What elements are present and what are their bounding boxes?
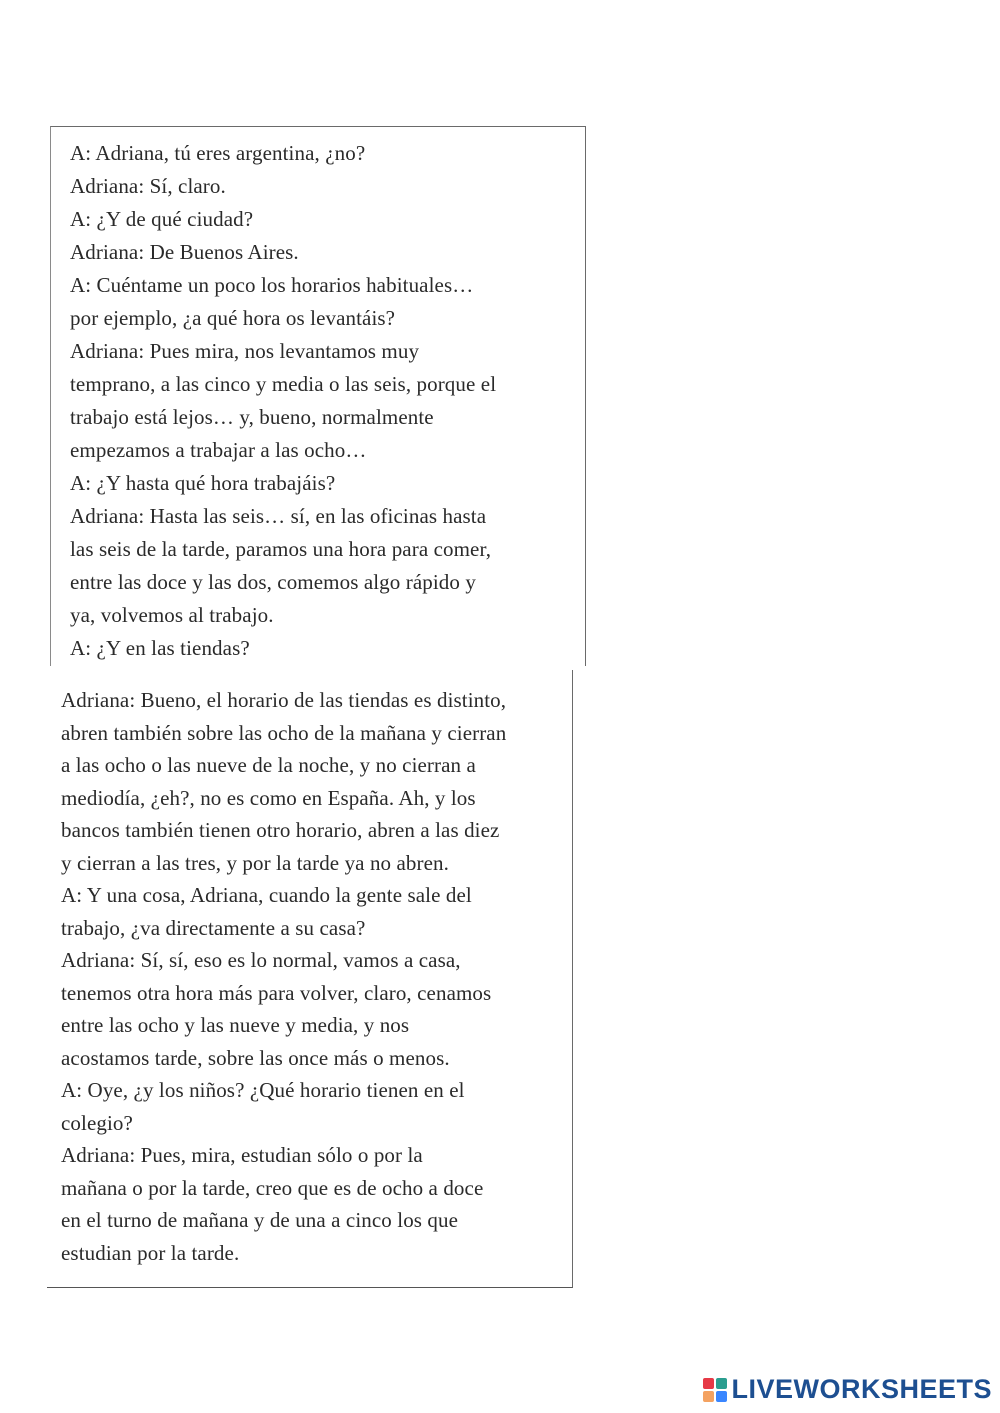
dialogue-line: y cierran a las tres, y por la tarde ya no abren. (61, 850, 449, 875)
dialogue-line: en el turno de mañana y de una a cinco los que (61, 1208, 459, 1232)
dialogue-line: A: Cuéntame un poco los horarios habituales… (70, 273, 474, 297)
dialogue-line: Adriana: Pues mira, nos levantamos muy (70, 339, 420, 363)
dialogue-line: Adriana: Sí, sí, eso es lo normal, vamos a casa, (61, 948, 461, 972)
dialogue-line: temprano, a las cinco y media o las seis, porque el (70, 372, 497, 396)
dialogue-line: Adriana: Bueno, el horario de las tiendas es distinto, (61, 688, 507, 712)
dialogue-line: trabajo, ¿va directamente a su casa? (61, 915, 366, 940)
dialogue-line: acostamos tarde, sobre las once más o menos. (61, 1045, 450, 1070)
dialogue-line: A: Oye, ¿y los niños? ¿Qué horario tienen en el (61, 1078, 465, 1102)
dialogue-line: las seis de la tarde, paramos una hora para comer, (70, 537, 492, 561)
dialogue-line: tenemos otra hora más para volver, claro, cenamos (61, 980, 492, 1005)
dialogue-line: entre las ocho y las nueve y media, y nos (61, 1013, 410, 1037)
dialogue-line: por ejemplo, ¿a qué hora os levantáis? (70, 306, 396, 330)
liveworksheets-brand-text: LIVEWORKSHEETS (731, 1374, 992, 1404)
dialogue-line: empezamos a trabajar a las ocho… (70, 438, 367, 462)
dialogue-line: ya, volvemos al trabajo. (70, 603, 274, 627)
dialogue-line: Adriana: De Buenos Aires. (70, 240, 299, 264)
dialogue-line: Adriana: Sí, claro. (70, 174, 226, 198)
dialogue-line: entre las doce y las dos, comemos algo rápido y (70, 570, 476, 594)
dialogue-box-part-2 (47, 670, 573, 1288)
dialogue-line: A: Adriana, tú eres argentina, ¿no? (70, 141, 366, 165)
dialogue-line: A: ¿Y en las tiendas? (70, 636, 250, 660)
dialogue-line: A: ¿Y hasta qué hora trabajáis? (70, 471, 336, 495)
dialogue-box-part-1 (50, 126, 586, 666)
dialogue-line: bancos también tienen otro horario, abren a las diez (61, 818, 500, 842)
dialogue-line: A: Y una cosa, Adriana, cuando la gente sale del (61, 883, 472, 907)
dialogue-line: colegio? (61, 1110, 133, 1135)
liveworksheets-logo-icon (703, 1378, 727, 1402)
dialogue-line: trabajo está lejos… y, bueno, normalmente (70, 405, 434, 429)
dialogue-line: A: ¿Y de qué ciudad? (70, 207, 254, 231)
dialogue-line: mediodía, ¿eh?, no es como en España. Ah, y los (61, 785, 476, 810)
dialogue-line: estudian por la tarde. (61, 1240, 240, 1265)
dialogue-line: abren también sobre las ocho de la mañana y cierran (61, 720, 507, 745)
dialogue-line: a las ocho o las nueve de la noche, y no cierran a (61, 753, 476, 777)
dialogue-line: mañana o por la tarde, creo que es de ocho a doce (61, 1175, 484, 1200)
dialogue-line: Adriana: Hasta las seis… sí, en las oficinas hasta (70, 504, 487, 528)
liveworksheets-logo[interactable] (703, 1374, 992, 1405)
dialogue-line: Adriana: Pues, mira, estudian sólo o por la (61, 1143, 423, 1167)
